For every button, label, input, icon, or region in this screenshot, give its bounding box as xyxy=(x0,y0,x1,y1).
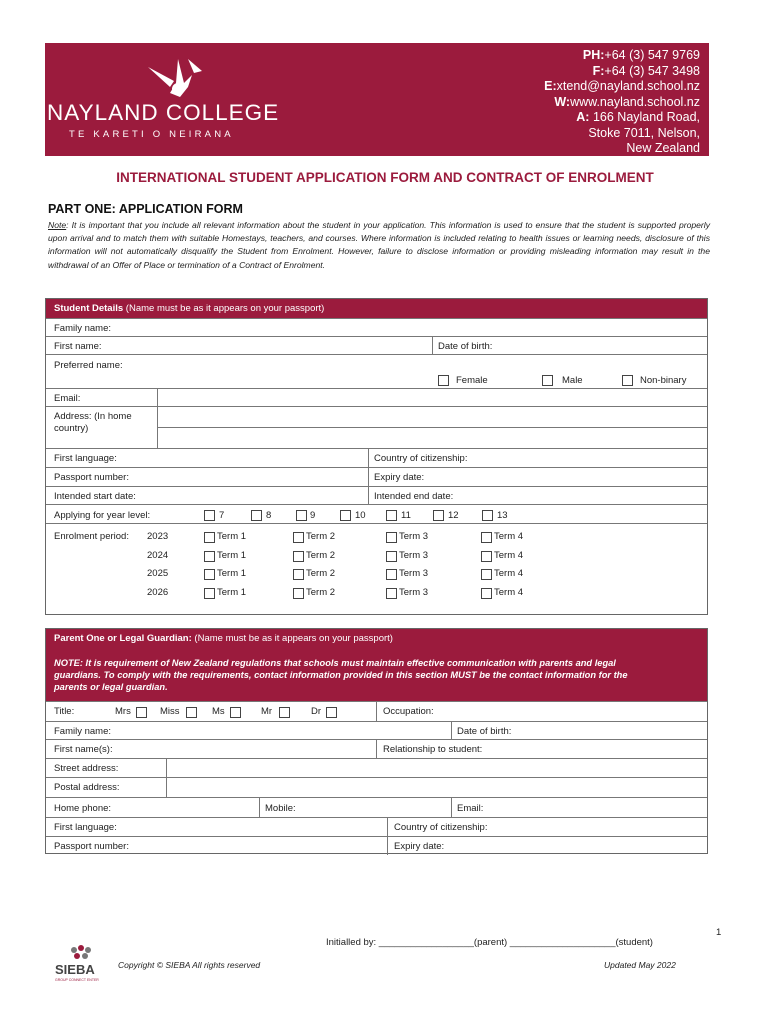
sieba-wordmark: SIEBA xyxy=(55,962,95,977)
part-heading: PART ONE: APPLICATION FORM xyxy=(48,202,243,216)
parent-citizenship-label: Country of citizenship: xyxy=(394,822,488,833)
term-checkbox[interactable] xyxy=(204,588,215,599)
college-subtitle: TE KARETI O NEIRANA xyxy=(69,129,234,140)
first-name-label: First name: xyxy=(54,341,102,352)
address-line-2: Stoke 7011, Nelson, xyxy=(588,125,700,140)
title-mrs-label: Mrs xyxy=(115,706,131,717)
parent-first-name-row xyxy=(46,739,707,758)
sieba-tagline: GROUP CONNECT ENTER xyxy=(55,978,99,982)
term-label: Term 3 xyxy=(399,587,429,598)
term-checkbox[interactable] xyxy=(204,551,215,562)
term-checkbox[interactable] xyxy=(293,588,304,599)
term-checkbox[interactable] xyxy=(386,551,397,562)
title-dr-label: Dr xyxy=(311,706,322,717)
nayland-bird-logo-icon xyxy=(140,53,220,105)
start-date-label: Intended start date: xyxy=(54,491,136,502)
term-label: Term 2 xyxy=(306,587,336,598)
title-ms-checkbox[interactable] xyxy=(230,707,241,718)
term-label: Term 2 xyxy=(306,531,336,542)
year-7-checkbox[interactable] xyxy=(204,510,215,521)
year-8-checkbox[interactable] xyxy=(251,510,262,521)
term-label: Term 2 xyxy=(306,568,336,579)
parent-language-row xyxy=(46,817,707,836)
end-date-label: Intended end date: xyxy=(374,491,454,502)
parent-dob-label: Date of birth: xyxy=(457,726,512,737)
year-11-label: 11 xyxy=(401,510,411,521)
passport-label: Passport number: xyxy=(54,472,129,483)
term-label: Term 4 xyxy=(494,568,524,579)
student-family-name-row[interactable] xyxy=(46,318,707,336)
term-checkbox[interactable] xyxy=(204,569,215,580)
female-label: Female xyxy=(456,375,488,386)
title-dr-checkbox[interactable] xyxy=(326,707,337,718)
title-miss-checkbox[interactable] xyxy=(186,707,197,718)
citizenship-label: Country of citizenship: xyxy=(374,453,468,464)
enrol-year-label: 2026 xyxy=(147,587,169,598)
parent-phone-row xyxy=(46,797,707,817)
application-note: Note: It is important that you include all relevant information about the student in your application. This information is used to ensure that the student is supported properly upon arrival and to match them with suitable Homestays, teachers, and courses. Where information is included relating to health issues or learning needs, disclosure of this information will not automatically disqualify the Student from Enrolment. However, failure to disclose information or providing misleading information may result in the withdrawal of an Offer of Place or termination of a Contract of Enrolment. xyxy=(48,220,710,270)
year-7-label: 7 xyxy=(219,510,225,521)
student-enrolment-period-row xyxy=(46,523,707,616)
term-label: Term 4 xyxy=(494,531,524,542)
student-dates-row xyxy=(46,486,707,504)
term-label: Term 4 xyxy=(494,550,524,561)
term-checkbox[interactable] xyxy=(481,588,492,599)
home-phone-label: Home phone: xyxy=(54,803,112,814)
term-label: Term 3 xyxy=(399,568,429,579)
student-first-name-row xyxy=(46,336,707,354)
year-13-label: 13 xyxy=(497,510,508,521)
term-checkbox[interactable] xyxy=(293,532,304,543)
email-line[interactable]: E:xtend@nayland.school.nz xyxy=(544,79,700,93)
term-label: Term 3 xyxy=(399,531,429,542)
parent-note: NOTE: It is requirement of New Zealand regulations that schools must maintain effective communication with parents and legal guardians. To comply with the requirements, contact information provided in this section MUST be the contact information for the parents or legal guardian. xyxy=(54,658,628,692)
student-email-row xyxy=(46,388,707,406)
title-mr-checkbox[interactable] xyxy=(279,707,290,718)
year-9-checkbox[interactable] xyxy=(296,510,307,521)
title-mrs-checkbox[interactable] xyxy=(136,707,147,718)
title-label: Title: xyxy=(54,706,75,717)
year-level-label: Applying for year level: xyxy=(54,510,151,521)
parent-family-name-label: Family name: xyxy=(54,726,112,737)
title-miss-label: Miss xyxy=(160,706,180,717)
student-details-table xyxy=(45,298,708,615)
address-line-1: A: 166 Nayland Road, xyxy=(576,110,700,124)
parent-first-names-label: First name(s): xyxy=(54,744,113,755)
copyright-text: Copyright © SIEBA All rights reserved xyxy=(118,960,261,970)
parent-email-label: Email: xyxy=(457,803,484,814)
parent-details-table xyxy=(45,628,708,854)
year-12-label: 12 xyxy=(448,510,459,521)
term-label: Term 2 xyxy=(306,550,336,561)
nonbinary-label: Non-binary xyxy=(640,375,687,386)
year-13-checkbox[interactable] xyxy=(482,510,493,521)
year-10-label: 10 xyxy=(355,510,366,521)
student-address-row xyxy=(46,406,707,448)
postal-address-label: Postal address: xyxy=(54,782,120,793)
header-banner xyxy=(45,43,709,156)
term-label: Term 1 xyxy=(217,531,247,542)
parent-street-row xyxy=(46,758,707,777)
initialled-line: Initialled by: __________________(parent) ____________________(student) xyxy=(326,937,653,948)
term-checkbox[interactable] xyxy=(386,532,397,543)
page-number: 1 xyxy=(716,927,722,938)
email-label: Email: xyxy=(54,393,81,404)
address-label: Address: (In home country) xyxy=(54,411,132,434)
term-checkbox[interactable] xyxy=(293,569,304,580)
parent-passport-label: Passport number: xyxy=(54,841,129,852)
college-name: NAYLAND COLLEGE xyxy=(47,100,280,125)
term-checkbox[interactable] xyxy=(204,532,215,543)
parent-details-header: Parent One or Legal Guardian: (Name must be as it appears on your passport) NOTE: It is requirement of New Zealand regulations that schools must maintain effective communication with parents and legal guardians. To comply with the requirements, contact information provided in this section MUST be the contact information for the parents or legal guardian. xyxy=(46,629,707,701)
term-label: Term 1 xyxy=(217,587,247,598)
term-label: Term 1 xyxy=(217,550,247,561)
enrol-year-label: 2025 xyxy=(147,568,169,579)
nonbinary-checkbox[interactable] xyxy=(622,375,633,386)
term-label: Term 1 xyxy=(217,568,247,579)
year-11-checkbox[interactable] xyxy=(386,510,397,521)
form-title: INTERNATIONAL STUDENT APPLICATION FORM AND CONTRACT OF ENROLMENT xyxy=(116,170,654,185)
student-preferred-name-row xyxy=(46,354,707,388)
address-line-3: New Zealand xyxy=(626,141,700,155)
enrolment-period-label: Enrolment period: xyxy=(54,531,129,542)
term-checkbox[interactable] xyxy=(481,569,492,580)
enrol-year-label: 2023 xyxy=(147,531,169,542)
term-checkbox[interactable] xyxy=(386,588,397,599)
parent-passport-row xyxy=(46,836,707,855)
parent-first-language-label: First language: xyxy=(54,822,117,833)
male-checkbox[interactable] xyxy=(542,375,553,386)
term-checkbox[interactable] xyxy=(293,551,304,562)
year-10-checkbox[interactable] xyxy=(340,510,351,521)
dob-label: Date of birth: xyxy=(438,341,493,352)
year-12-checkbox[interactable] xyxy=(433,510,444,521)
phone-line: PH:+64 (3) 547 9769 xyxy=(582,48,700,62)
expiry-label: Expiry date: xyxy=(374,472,425,483)
term-checkbox[interactable] xyxy=(481,532,492,543)
student-passport-row xyxy=(46,467,707,486)
preferred-name-label: Preferred name: xyxy=(54,360,123,371)
student-year-level-row xyxy=(46,504,707,523)
street-address-label: Street address: xyxy=(54,763,119,774)
student-language-row xyxy=(46,448,707,467)
parent-title-row xyxy=(46,701,707,721)
parent-family-name-row xyxy=(46,721,707,739)
male-label: Male xyxy=(562,375,583,386)
term-label: Term 4 xyxy=(494,587,524,598)
first-language-label: First language: xyxy=(54,453,117,464)
web-line[interactable]: W:www.nayland.school.nz xyxy=(554,94,700,109)
occupation-label: Occupation: xyxy=(383,706,434,717)
title-ms-label: Ms xyxy=(212,706,225,717)
contact-block xyxy=(544,48,700,157)
year-9-label: 9 xyxy=(310,510,316,521)
term-label: Term 3 xyxy=(399,550,429,561)
relationship-label: Relationship to student: xyxy=(383,744,483,755)
updated-date: Updated May 2022 xyxy=(604,960,676,970)
term-checkbox[interactable] xyxy=(386,569,397,580)
parent-postal-row xyxy=(46,777,707,797)
parent-expiry-label: Expiry date: xyxy=(394,841,445,852)
family-name-label: Family name: xyxy=(54,323,112,334)
mobile-label: Mobile: xyxy=(265,803,296,814)
year-8-label: 8 xyxy=(266,510,272,521)
enrol-year-label: 2024 xyxy=(147,550,169,561)
fax-line: F:+64 (3) 547 3498 xyxy=(592,63,700,78)
term-checkbox[interactable] xyxy=(481,551,492,562)
title-mr-label: Mr xyxy=(261,706,273,717)
female-checkbox[interactable] xyxy=(438,375,449,386)
student-details-header: Student Details (Name must be as it appears on your passport) xyxy=(46,299,707,318)
